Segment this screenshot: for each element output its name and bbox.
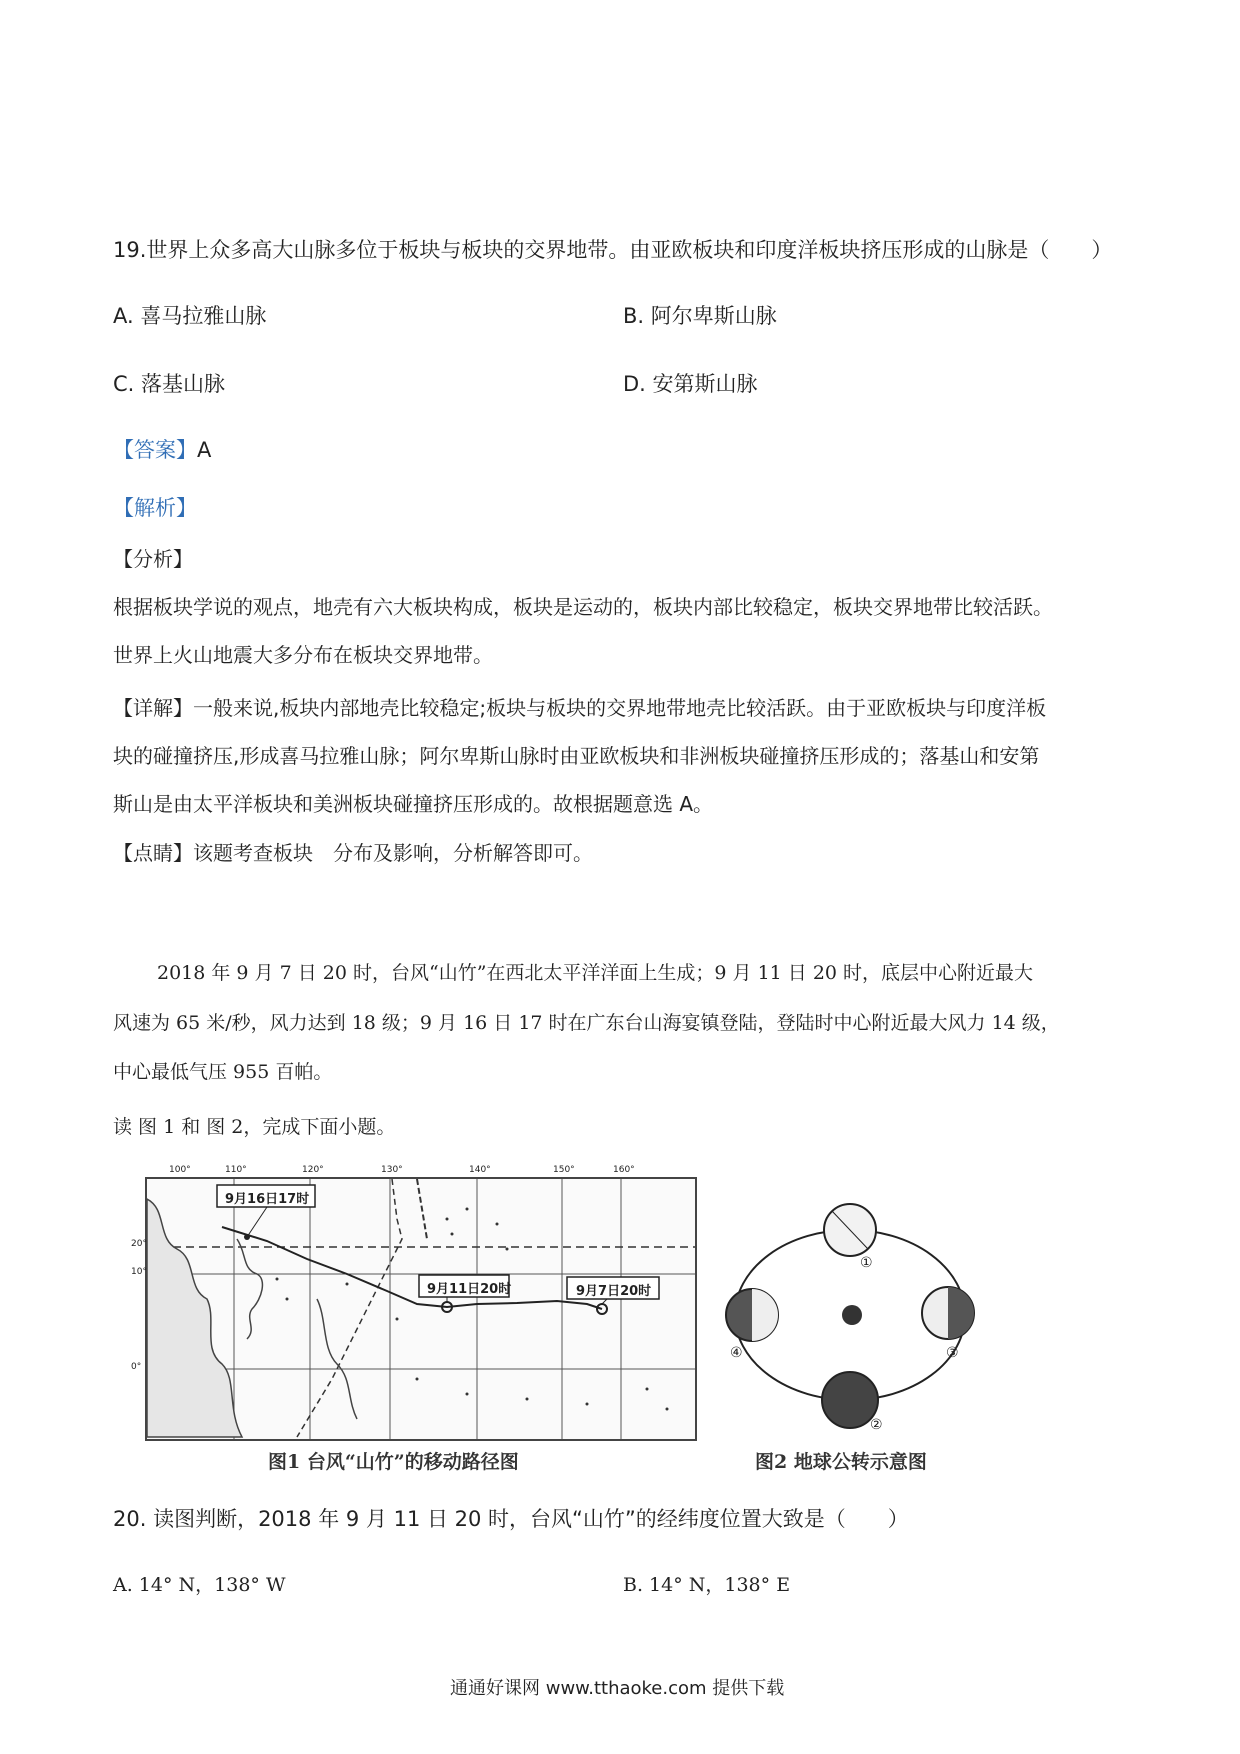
typhoon-map-svg <box>147 1179 695 1439</box>
q20-stem: 20. 读图判断，2018 年 9 月 11 日 20 时，台风“山竹”的经纬度位置大致是（ ） <box>113 1507 909 1531</box>
q19-option-a[interactable]: A. 喜马拉雅山脉 <box>113 304 267 328</box>
lon-label: 160° <box>613 1165 635 1175</box>
passage-line-2: 风速为 65 米/秒，风力达到 18 级；9 月 16 日 17 时在广东台山海宴镇登陆，登陆时中心附近最大风力 14 级， <box>113 1012 1060 1034</box>
marker-4: ④ <box>730 1345 743 1361</box>
fenxi-line-2: 世界上火山地震大多分布在板块交界地带。 <box>113 643 493 667</box>
lon-label: 130° <box>381 1165 403 1175</box>
figure2-caption: 图2 地球公转示意图 <box>755 1451 927 1473</box>
earth-right-dark <box>948 1287 974 1339</box>
figure1-caption: 图1 台风“山竹”的移动路径图 <box>268 1451 519 1473</box>
q19-option-c[interactable]: C. 落基山脉 <box>113 372 226 396</box>
earth-revolution-diagram <box>710 1185 980 1440</box>
lon-label: 110° <box>225 1165 247 1175</box>
label-sep7: 9月7日20时 <box>576 1284 652 1299</box>
typhoon-path-map <box>131 1165 697 1441</box>
label-leader <box>247 1207 267 1237</box>
q19-option-d[interactable]: D. 安第斯山脉 <box>623 372 758 396</box>
q19-option-b[interactable]: B. 阿尔卑斯山脉 <box>623 304 777 328</box>
fenxi-label: 【分析】 <box>113 547 193 571</box>
marker-2: ② <box>870 1417 883 1433</box>
boundary-line-2 <box>417 1179 427 1239</box>
lon-label: 120° <box>302 1165 324 1175</box>
detail-line-2: 块的碰撞挤压,形成喜马拉雅山脉；阿尔卑斯山脉时由亚欧板块和非洲板块碰撞挤压形成的；落基山和安第 <box>113 744 1040 768</box>
lon-label: 140° <box>469 1165 491 1175</box>
detail-line-3: 斯山是由太平洋板块和美洲板块碰撞挤压形成的。故根据题意选 A。 <box>113 792 714 816</box>
earth-left-lit <box>752 1289 778 1341</box>
passage-line-3: 中心最低气压 955 百帕。 <box>113 1061 333 1083</box>
q19-stem: 19.世界上众多高大山脉多位于板块与板块的交界地带。由亚欧板块和印度洋板块挤压形成的山脉是（ ） <box>113 238 1113 262</box>
revolution-svg <box>710 1185 980 1440</box>
footer-text: 通通好课网 www.tthaoke.com 提供下载 <box>450 1678 785 1699</box>
sun <box>842 1305 862 1325</box>
label-sep11: 9月11日20时 <box>427 1282 512 1297</box>
passage-instruction: 读 图 1 和 图 2，完成下面小题。 <box>113 1116 396 1138</box>
comment-line: 【点睛】该题考查板块 分布及影响，分析解答即可。 <box>113 841 593 865</box>
q20-option-b[interactable]: B. 14° N，138° E <box>623 1574 791 1596</box>
q20-option-a[interactable]: A. 14° N，138° W <box>113 1574 286 1596</box>
marker-3: ③ <box>946 1345 959 1361</box>
typhoon-track <box>222 1227 602 1309</box>
coastline-3 <box>317 1299 357 1419</box>
fenxi-line-1: 根据板块学说的观点，地壳有六大板块构成，板块是运动的，板块内部比较稳定，板块交界地带比较活跃。 <box>113 595 1053 619</box>
lon-label: 150° <box>553 1165 575 1175</box>
lat-label: 10° <box>131 1267 147 1277</box>
lat-label: 20° <box>131 1239 147 1249</box>
marker-1: ① <box>860 1255 873 1271</box>
label-sep16: 9月16日17时 <box>225 1192 310 1207</box>
coastline <box>147 1199 242 1437</box>
answer-label: 【答案】 <box>113 438 197 462</box>
lat-label: 0° <box>131 1362 142 1372</box>
coastline-2 <box>237 1239 262 1339</box>
passage-line-1: 2018 年 9 月 7 日 20 时，台风“山竹”在西北太平洋洋面上生成；9 月 11 日 20 时，底层中心附近最大 <box>157 962 1034 984</box>
boundary-line <box>297 1179 402 1437</box>
lon-label: 100° <box>169 1165 191 1175</box>
analysis-label: 【解析】 <box>113 496 197 520</box>
detail-line-1: 【详解】一般来说,板块内部地壳比较稳定;板块与板块的交界地带地壳比较活跃。由于亚欧板块与印度洋板 <box>113 696 1047 720</box>
answer-row <box>113 434 211 464</box>
answer-value: A <box>197 438 212 462</box>
